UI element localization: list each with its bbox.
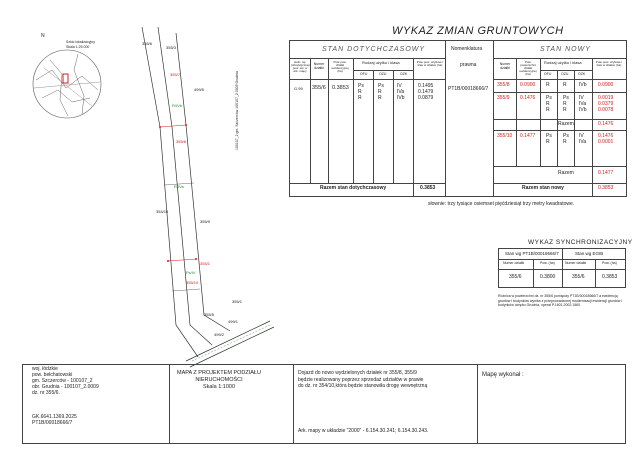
col-rodzaj: Rodzaj użytku i klasa <box>362 60 400 65</box>
use-label-c: Ps/IV <box>186 270 196 275</box>
parcel-map <box>120 25 290 370</box>
after-ofu-0-0: R <box>546 82 550 88</box>
footer-left-2: gm. Szczerców - 100107_2 <box>32 378 93 384</box>
parcel-label-3557: 355/7 <box>170 72 181 77</box>
sync-right-head: Stan wg EGIB <box>575 251 604 256</box>
location-sketch-drawing <box>22 40 112 122</box>
after-pole-uz-1-1: 0.0379 <box>598 101 614 107</box>
parcel-label-4995: 499/5 <box>194 87 205 92</box>
before-ofu-1: R <box>358 89 362 95</box>
after-razem-mid-label: Razem <box>558 121 574 127</box>
before-ozk-2: IVb <box>397 95 405 101</box>
before-pole-uz-2: 0.0879 <box>418 95 434 101</box>
after-ozk-2-0: IV <box>579 133 584 139</box>
change-table <box>289 40 627 197</box>
before-ofu-2: R <box>358 95 362 101</box>
after-ozu-2-1: R <box>563 139 567 145</box>
before-ozu-0: Ps <box>378 83 384 89</box>
after-nr-2: 355/10 <box>497 133 513 139</box>
parcel-label-3556: 355/6 <box>142 41 153 46</box>
parcel-label-3558: 355/8 <box>176 139 187 144</box>
footer-mid-0: Dojazd do nowo wydzielonych działek nr 355/8, 355/9 <box>298 370 417 376</box>
after-ozk-2-1: IVa <box>579 139 587 145</box>
col-ozk: OZK <box>400 72 408 76</box>
footer-left-4: dz. nr 355/6. <box>32 390 60 396</box>
before-ofu-0: Ps <box>358 83 364 89</box>
sync-col-3: Pow. (ha) <box>602 261 617 265</box>
location-sketch <box>22 40 112 122</box>
after-pole-uz-2-1: 0.0001 <box>598 139 614 145</box>
after-ofu-1-0: Ps <box>546 95 552 101</box>
after-pole-0: 0.0900 <box>520 82 536 88</box>
parcel-label-3553: 355/3 <box>166 45 177 50</box>
parcel-label-4991: 499/1 <box>228 319 239 324</box>
after-heading: STAN NOWY <box>540 46 591 53</box>
after-ozu-0-0: R <box>563 82 567 88</box>
vertical-note: 100107_2 gm. Szczerców 100107_2.0009 Grudnia <box>235 71 239 150</box>
before-block <box>290 41 446 196</box>
sync-cell-2: 355/6 <box>572 274 585 280</box>
after-ozu-1-0: Ps <box>563 95 569 101</box>
footer-center <box>168 370 270 391</box>
kw-heading: Nomenklatura <box>451 46 483 52</box>
col-ofu: OFU <box>360 72 368 76</box>
after-pole-uz-2-0: 0.1476 <box>598 133 614 139</box>
after-ofu-2-1: R <box>546 139 550 145</box>
after-ozk-1-2: IVb <box>579 107 587 113</box>
footer-mid-1: będzie realizowany poprzez sprzedaż udziałów w prawie <box>298 376 424 383</box>
footer-right: Mapę wykonał : <box>482 372 524 378</box>
footer-center-2: Skala 1:1000 <box>202 384 236 390</box>
location-marker <box>63 74 68 83</box>
table-title: WYKAZ ZMIAN GRUNTOWYCH <box>392 25 564 37</box>
location-caption: Szkic lokalizacyjny <box>66 40 95 44</box>
before-heading: STAN DOTYCHCZASOWY <box>322 46 426 53</box>
footer-left-0: woj. łódzkie <box>32 366 58 372</box>
after-ozk-0-0: IVb <box>579 82 587 88</box>
location-scale: Skala 1:25 000 <box>66 45 90 49</box>
kw-block <box>446 41 494 196</box>
before-total: 0.3853 <box>420 185 436 191</box>
sync-cell-1: 0.3800 <box>540 274 556 280</box>
sync-title: WYKAZ SYNCHRONIZACYJNY <box>528 239 633 246</box>
before-pole-uz-1: 0.1479 <box>418 89 434 95</box>
after-razem-last-label: Razem <box>558 170 574 176</box>
after-ozu-1-2: R <box>563 107 567 113</box>
parcel-label-35510: 355/10 <box>186 280 199 285</box>
after-col-pole-uz: Pole pow. użytków i klas w działce (ha) <box>595 60 623 67</box>
col-nr: Numer działki <box>313 62 325 70</box>
after-ofu-1-2: R <box>546 107 550 113</box>
after-ozk-1-0: IV <box>579 95 584 101</box>
sync-cell-3: 0.3853 <box>602 274 618 280</box>
after-nr-1: 355/9 <box>497 95 510 101</box>
before-pole: 0.3853 <box>332 85 349 91</box>
before-total-label: Razem stan dotychczasowy <box>320 185 387 191</box>
col-pole: Pole pow. działki ewidencyjnej (ha) <box>331 60 349 73</box>
north-label: N <box>41 33 45 39</box>
footer-mid <box>298 370 427 390</box>
footer-left <box>32 366 99 426</box>
before-ozk-0: IV <box>397 83 402 89</box>
parcel-label-355: 355/5 <box>204 312 215 317</box>
col-ozu: OZU <box>379 72 387 76</box>
parcel-label-35410: 354/10 <box>156 209 169 214</box>
before-jedn: G.99 <box>294 86 303 91</box>
parcel-label-4992: 499/2 <box>214 332 225 337</box>
after-block <box>494 41 626 196</box>
words-note: słownie: trzy tysiące osiemset pięćdziesiąt trzy metry kwadratowe. <box>428 201 575 207</box>
before-ozu-2: R <box>378 95 382 101</box>
footer-left-3: obr. Grudnia - 100107_2.0009 <box>32 384 99 390</box>
after-col-ozu: OZU <box>561 72 569 76</box>
col-pole-uz: Pole pow. użytków i klas w działce (ha) <box>416 60 444 67</box>
parcel-map-drawing <box>120 25 290 370</box>
use-label-b: R/IVa <box>174 184 184 189</box>
after-ofu-2-0: Ps <box>546 133 552 139</box>
footer-left-1: pow. bełchatowski <box>32 372 73 378</box>
after-col-rodzaj: Rodzaj użytku i klasa <box>544 60 582 65</box>
use-label-a: R/IVb <box>172 103 183 108</box>
parcel-label-3551b: 355/1 <box>232 299 243 304</box>
after-razem-mid: 0.1476 <box>598 121 614 127</box>
after-total-label: Razem stan nowy <box>522 185 564 191</box>
parcel-label-3551a: 355/1 <box>200 261 211 266</box>
after-ofu-1-1: R <box>546 101 550 107</box>
footer-center-1: NIERUCHOMOŚCI <box>195 377 243 383</box>
sync-note: Różnica w powierzchni dz. nr 355/6 pomiędzy PT1B/00018666/7 a ewidencją gruntów i budynków wynika z przeprowadzonej modernizacji ewidencji gruntów i budynków obrębu Grudnia, operat P.1601.2002.1560. <box>498 294 623 308</box>
before-pole-uz-0: 0.1495 <box>418 83 434 89</box>
before-nr: 355/6 <box>312 85 326 91</box>
sync-table <box>498 248 626 288</box>
sync-col-2: Numer działki <box>565 261 587 265</box>
after-pole-uz-1-2: 0.0078 <box>598 107 614 113</box>
footer-center-0: MAPA Z PROJEKTEM PODZIAŁU <box>177 370 261 376</box>
before-ozu-1: R <box>378 89 382 95</box>
parcel-label-3559: 355/9 <box>200 219 211 224</box>
after-ozk-1-1: IVa <box>579 101 587 107</box>
col-jedn: Jedn. rej. (obręb/gmina) pow. ew. w ark. mapy <box>291 60 310 73</box>
sync-col-1: Pow. (ha) <box>540 261 555 265</box>
kw-value: PT1B/00018666/7 <box>448 86 489 92</box>
after-col-nr: Numer działki <box>499 62 511 70</box>
kw-sub: prawna <box>460 62 477 68</box>
footer-left-7: PT1B/00018666/7 <box>32 420 73 426</box>
after-col-ofu: OFU <box>544 72 552 76</box>
sync-cell-0: 355/6 <box>509 274 522 280</box>
footer-left-6: GK.6641.1369.2025 <box>32 414 77 420</box>
after-pole-uz-0-0: 0.0900 <box>598 82 614 88</box>
sync-left-head: Stan wg PT1B/00018666/7 <box>505 251 559 256</box>
sync-col-0: Numer działki <box>503 261 525 265</box>
after-razem-last: 0.1477 <box>598 170 614 176</box>
after-ozu-2-0: Ps <box>563 133 569 139</box>
after-pole-uz-1-0: 0.0019 <box>598 95 614 101</box>
after-col-ozk: OZK <box>578 72 586 76</box>
before-ozk-1: IVa <box>397 89 405 95</box>
after-col-pole: Pole powierzchni działki ewidencyjnej (ha) <box>519 60 537 76</box>
footer-ark: Ark. mapy w układzie "2000" - 6.154.30.241; 6.154.30.243. <box>298 428 429 434</box>
after-pole-1: 0.1476 <box>520 95 536 101</box>
after-ozu-1-1: R <box>563 101 567 107</box>
after-nr-0: 355/8 <box>497 82 510 88</box>
after-total: 0.3853 <box>598 185 614 191</box>
after-pole-2: 0.1477 <box>520 133 536 139</box>
footer-mid-2: do dz. nr 354/10,która będzie stanowiła drogę wewnętrzną <box>298 383 428 389</box>
